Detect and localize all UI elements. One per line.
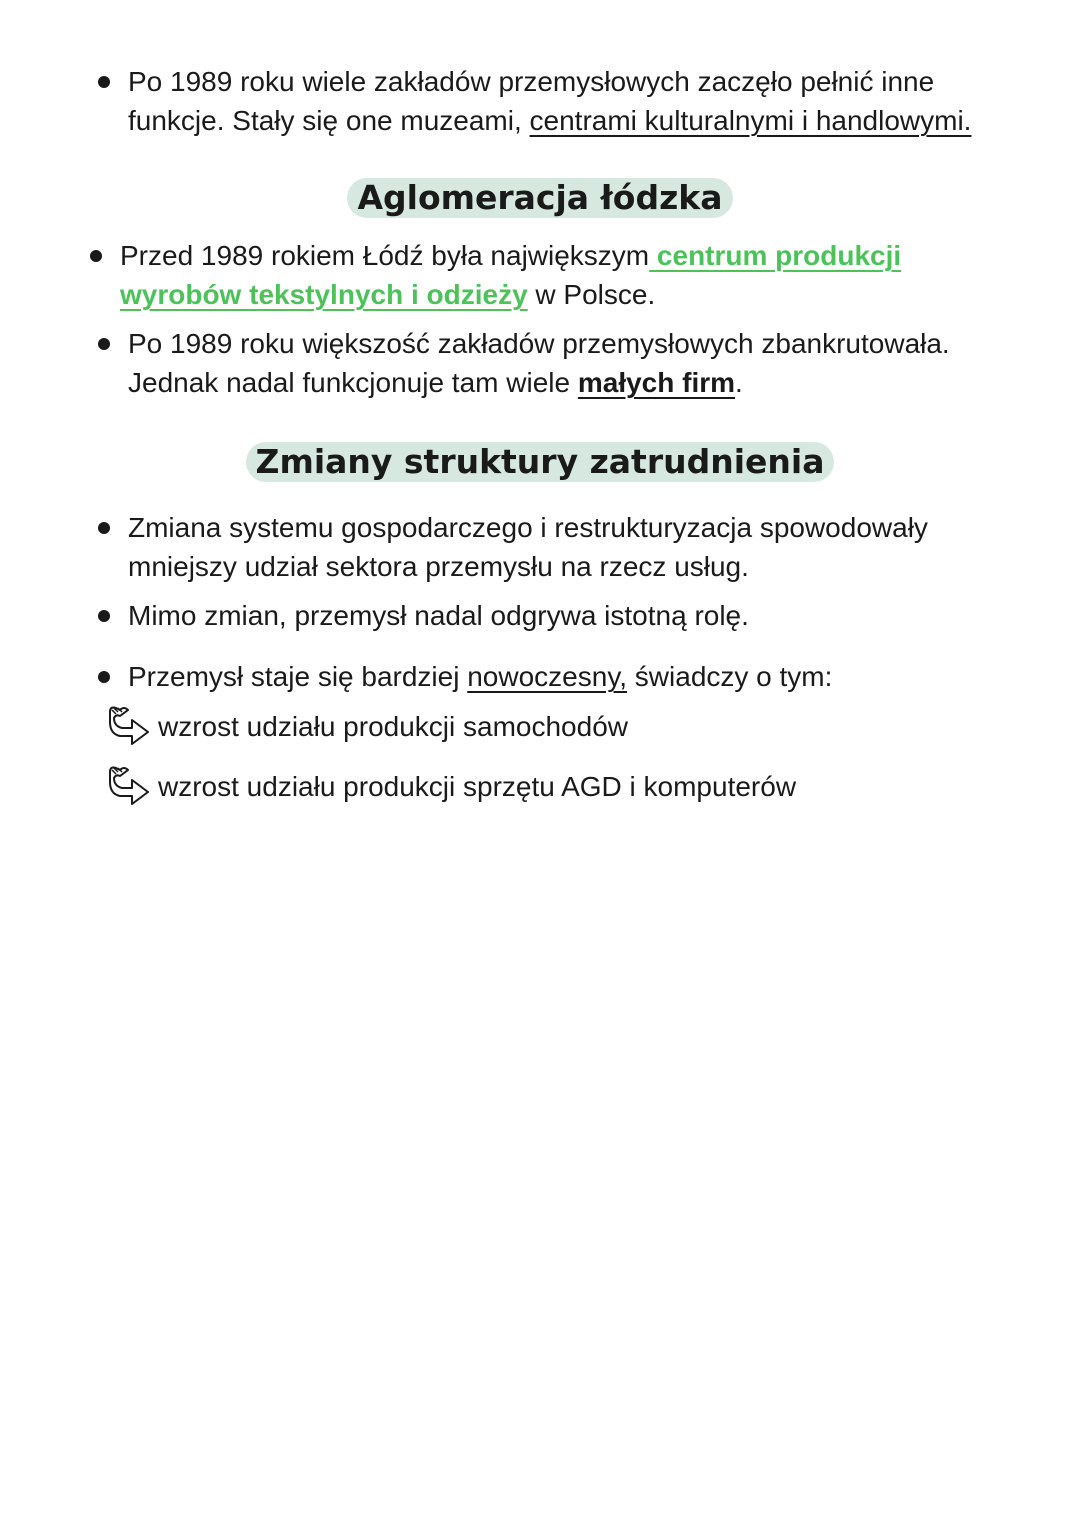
- paragraph-line: [128, 508, 928, 547]
- paragraph-line: [128, 363, 743, 402]
- text: Przemysł staje się bardziej: [128, 661, 468, 692]
- text: funkcje. Stały się one muzeami,: [128, 105, 530, 136]
- bullet-point: [98, 671, 110, 683]
- heading-container: [0, 442, 1080, 482]
- text: Mimo zmian, przemysł nadal odgrywa istotną rolę.: [128, 600, 749, 631]
- paragraph-line: [120, 275, 655, 314]
- paragraph-line: [128, 324, 950, 363]
- paragraph-line: [128, 62, 934, 101]
- paragraph-line: [128, 101, 971, 140]
- text: Po 1989 roku wiele zakładów przemysłowych zaczęło pełnić inne: [128, 66, 935, 97]
- text: Zmiana systemu gospodarczego i restrukturyzacja spowodowały: [128, 512, 928, 543]
- text: mniejszy udział sektora przemysłu na rzecz usług.: [128, 551, 749, 582]
- text: Przed 1989 rokiem Łódź była największym: [120, 240, 650, 271]
- text: w Polsce.: [527, 279, 656, 310]
- underlined-text: centrami kulturalnymi i handlowymi.: [529, 105, 972, 136]
- highlighted-term: centrum produkcji: [649, 240, 902, 271]
- text: Po 1989 roku większość zakładów przemysłowych zbankrutowała.: [128, 328, 950, 359]
- text: Jednak nadal funkcjonuje tam wiele: [128, 367, 578, 398]
- bullet-point: [98, 610, 110, 622]
- text: świadczy o tym:: [627, 661, 833, 692]
- paragraph-line: [120, 236, 901, 275]
- underlined-text: nowoczesny,: [467, 661, 628, 692]
- arrow-list-item: [158, 767, 796, 806]
- arrow-list-item: [158, 707, 628, 746]
- curved-arrow-icon: [106, 702, 152, 748]
- paragraph-line: [128, 547, 749, 586]
- highlighted-term: wyrobów tekstylnych i odzieży: [120, 279, 528, 310]
- text: .: [735, 367, 743, 398]
- bullet-point: [90, 250, 102, 262]
- heading-container: [0, 178, 1080, 218]
- paragraph-line: [128, 596, 749, 635]
- text: wzrost udziału produkcji samochodów: [158, 711, 628, 742]
- bullet-point: [98, 522, 110, 534]
- bold-underlined-term: małych firm: [577, 367, 736, 398]
- section-heading-employment: Zmiany struktury zatrudnienia: [246, 442, 835, 482]
- section-heading-lodz: Aglomeracja łódzka: [347, 178, 732, 218]
- text: wzrost udziału produkcji sprzętu AGD i komputerów: [158, 771, 797, 802]
- curved-arrow-icon: [106, 762, 152, 808]
- paragraph-line: [128, 657, 832, 696]
- bullet-point: [98, 76, 110, 88]
- bullet-point: [98, 338, 110, 350]
